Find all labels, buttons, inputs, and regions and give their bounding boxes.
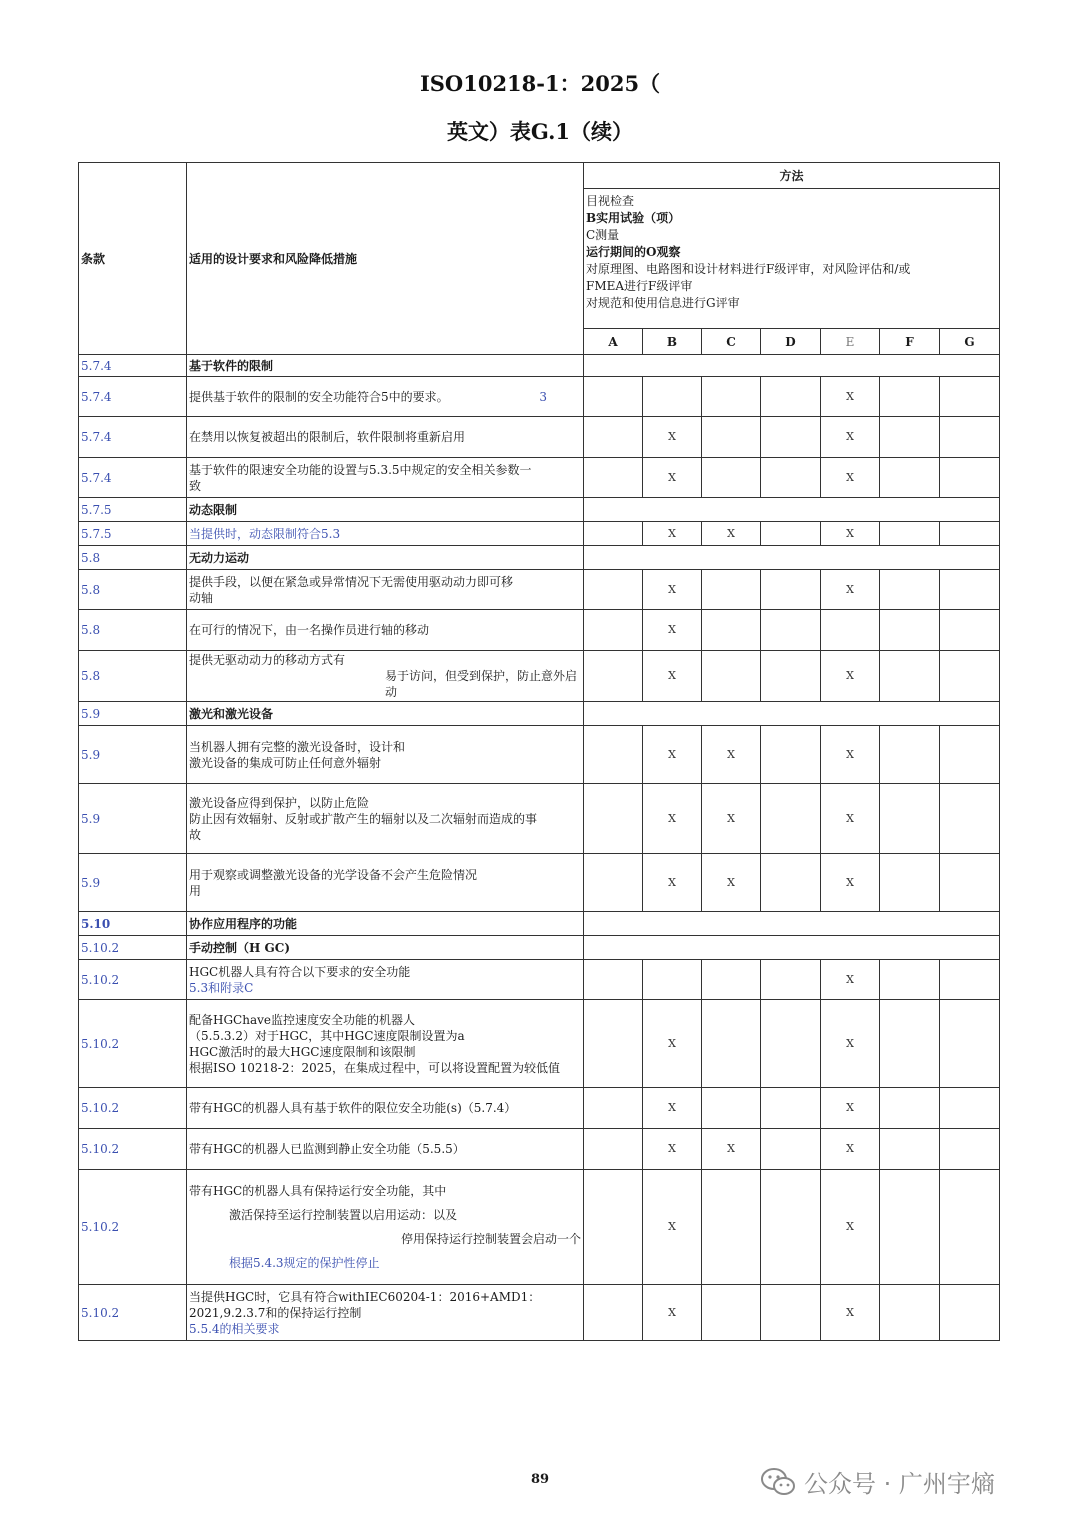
requirement-cell	[187, 522, 584, 546]
method-mark-e: X	[821, 458, 880, 498]
table-row	[79, 1088, 1000, 1129]
header-clause: 条款	[79, 163, 187, 355]
method-mark-e	[821, 610, 880, 651]
method-mark-e: X	[821, 1285, 880, 1341]
section-title: 动态限制	[187, 498, 584, 522]
method-mark-b: X	[643, 1129, 702, 1170]
method-letter: E	[821, 329, 880, 355]
method-letter: A	[584, 329, 643, 355]
clause-cell: 5.10.2	[79, 1285, 187, 1341]
method-mark-g	[940, 458, 1000, 498]
requirement-line: 5.5.4的相关要求	[189, 1321, 280, 1336]
section-title: 基于软件的限制	[187, 355, 584, 377]
method-mark-a	[584, 960, 643, 1000]
method-line: 运行期间的O观察	[586, 245, 681, 259]
method-mark-b: X	[643, 610, 702, 651]
requirement-line: 故	[189, 827, 202, 842]
method-mark-a	[584, 377, 643, 417]
requirement-text: 提供基于软件的限制的安全功能符合5中的要求。	[189, 389, 449, 404]
method-mark-g	[940, 417, 1000, 458]
requirement-cell	[187, 458, 584, 498]
method-mark-a	[584, 854, 643, 912]
method-line: B实用试验（项）	[586, 211, 681, 225]
method-mark-f	[880, 1000, 940, 1088]
requirement-line: 致	[189, 478, 202, 493]
method-mark-e: X	[821, 377, 880, 417]
section-empty-cell	[584, 936, 1000, 960]
watermark	[760, 1464, 995, 1499]
table-row	[79, 417, 1000, 458]
requirement-line: 提供手段，以便在紧急或异常情况下无需使用驱动动力即可移	[189, 574, 514, 589]
table-row	[79, 784, 1000, 854]
method-mark-b: X	[643, 570, 702, 610]
table-row	[79, 1000, 1000, 1088]
section-title: 协作应用程序的功能	[187, 912, 584, 936]
clause-cell: 5.9	[79, 854, 187, 912]
method-mark-d	[761, 1285, 821, 1341]
document-title-line2: 英文）表G.1（续）	[446, 119, 634, 144]
requirement-cell	[187, 1129, 584, 1170]
method-mark-c	[702, 417, 761, 458]
requirement-cell	[187, 570, 584, 610]
clause-cell: 5.7.4	[79, 417, 187, 458]
requirement-line: 激活保持至运行控制装置以启用运动：以及	[229, 1208, 458, 1222]
table-row	[79, 854, 1000, 912]
method-mark-c	[702, 1285, 761, 1341]
method-mark-f	[880, 726, 940, 784]
requirement-line: 动轴	[189, 590, 214, 605]
requirement-line: 在可行的情况下，由一名操作员进行轴的移动	[189, 623, 430, 637]
method-mark-c	[702, 960, 761, 1000]
method-mark-d	[761, 570, 821, 610]
requirement-line: 根据ISO 10218-2：2025，在集成过程中，可以将设置配置为较低值	[189, 1060, 561, 1075]
clause-cell: 5.8	[79, 570, 187, 610]
method-mark-e: X	[821, 1170, 880, 1285]
requirement-line: 在禁用以恢复被超出的限制后，软件限制将重新启用	[189, 430, 466, 444]
requirement-cell	[187, 726, 584, 784]
requirement-line: 当提供HGC时，它具有符合withIEC60204-1：2016+AMD1：	[189, 1289, 541, 1304]
document-title-line1: ISO10218-1：2025（	[419, 71, 661, 96]
method-mark-d	[761, 522, 821, 546]
method-mark-c	[702, 651, 761, 702]
method-mark-a	[584, 417, 643, 458]
method-mark-e: X	[821, 1129, 880, 1170]
method-mark-g	[940, 610, 1000, 651]
method-mark-d	[761, 610, 821, 651]
method-mark-d	[761, 651, 821, 702]
method-mark-a	[584, 726, 643, 784]
method-mark-d	[761, 854, 821, 912]
method-mark-f	[880, 377, 940, 417]
requirement-line: 2021,9.2.3.7和的保持运行控制	[189, 1305, 362, 1320]
requirement-cell	[187, 960, 584, 1000]
requirement-line: 激光设备的集成可防止任何意外辐射	[189, 755, 382, 770]
method-mark-g	[940, 1129, 1000, 1170]
method-mark-a	[584, 1170, 643, 1285]
method-mark-g	[940, 651, 1000, 702]
section-row	[79, 498, 1000, 522]
method-mark-d	[761, 960, 821, 1000]
requirement-line: 用于观察或调整激光设备的光学设备不会产生危险情况	[189, 867, 478, 882]
method-mark-a	[584, 1088, 643, 1129]
section-empty-cell	[584, 912, 1000, 936]
requirement-line: HGC激活时的最大HGC速度限制和该限制	[189, 1044, 416, 1059]
wechat-icon	[760, 1467, 796, 1497]
table-row	[79, 1170, 1000, 1285]
method-mark-f	[880, 570, 940, 610]
requirement-line: （5.5.3.2）对于HGC，其中HGC速度限制设置为a	[189, 1028, 465, 1043]
method-mark-a	[584, 1129, 643, 1170]
method-mark-b: X	[643, 1088, 702, 1129]
clause-cell: 5.10.2	[79, 936, 187, 960]
method-mark-c: X	[702, 784, 761, 854]
requirement-line: 带有HGC的机器人具有保持运行安全功能，其中	[189, 1184, 447, 1198]
page-number: 89	[530, 1472, 550, 1487]
requirement-line: 当机器人拥有完整的激光设备时，设计和	[189, 739, 406, 754]
method-mark-c	[702, 570, 761, 610]
method-mark-d	[761, 377, 821, 417]
method-mark-c: X	[702, 854, 761, 912]
method-mark-f	[880, 854, 940, 912]
method-mark-g	[940, 1285, 1000, 1341]
method-letter: C	[702, 329, 761, 355]
method-mark-c: X	[702, 1129, 761, 1170]
table-row	[79, 1285, 1000, 1341]
method-mark-f	[880, 417, 940, 458]
requirement-line: 基于软件的限速安全功能的设置与5.3.5中规定的安全相关参数一	[189, 462, 532, 477]
requirement-cell	[187, 854, 584, 912]
requirement-cell	[187, 1285, 584, 1341]
table-row	[79, 458, 1000, 498]
method-mark-f	[880, 610, 940, 651]
method-mark-c	[702, 1088, 761, 1129]
requirement-line: 用	[189, 883, 202, 898]
requirement-cell	[187, 1170, 584, 1285]
requirement-line: 易于访问，但受到保护，防止意外启动	[385, 669, 578, 699]
clause-cell: 5.10.2	[79, 960, 187, 1000]
method-mark-e: X	[821, 854, 880, 912]
method-mark-e: X	[821, 417, 880, 458]
section-row	[79, 702, 1000, 726]
requirement-line: HGC机器人具有符合以下要求的安全功能	[189, 964, 411, 979]
watermark-text: 公众号 · 广州宇熵	[804, 1470, 995, 1498]
table-row	[79, 726, 1000, 784]
clause-cell: 5.8	[79, 610, 187, 651]
requirement-cell	[187, 784, 584, 854]
requirement-line: 停用保持运行控制装置会启动一个	[400, 1232, 581, 1246]
requirement-line	[189, 389, 581, 405]
method-mark-b: X	[643, 854, 702, 912]
clause-cell: 5.9	[79, 702, 187, 726]
method-mark-e: X	[821, 1088, 880, 1129]
method-line: FMEA进行F级评审	[586, 279, 693, 293]
clause-cell: 5.8	[79, 546, 187, 570]
method-mark-e: X	[821, 570, 880, 610]
clause-cell: 5.7.4	[79, 377, 187, 417]
method-mark-g	[940, 784, 1000, 854]
section-title: 手动控制（H GC)	[187, 936, 584, 960]
method-line: 对原理图、电路图和设计材料进行F级评审，对风险评估和/或	[586, 262, 911, 276]
method-line: 目视检查	[586, 194, 635, 208]
method-mark-g	[940, 1000, 1000, 1088]
clause-cell: 5.10.2	[79, 1088, 187, 1129]
clause-cell: 5.10.2	[79, 1129, 187, 1170]
method-mark-d	[761, 784, 821, 854]
method-mark-b	[643, 960, 702, 1000]
header-method: 方法	[584, 163, 1000, 189]
method-mark-b: X	[643, 1000, 702, 1088]
section-empty-cell	[584, 702, 1000, 726]
section-row	[79, 546, 1000, 570]
method-mark-f	[880, 522, 940, 546]
requirement-ref: 3	[539, 389, 547, 404]
table-body	[79, 355, 1000, 1341]
method-mark-a	[584, 522, 643, 546]
method-mark-a	[584, 610, 643, 651]
method-mark-d	[761, 1000, 821, 1088]
method-mark-f	[880, 1170, 940, 1285]
method-mark-f	[880, 784, 940, 854]
method-mark-e: X	[821, 651, 880, 702]
method-mark-g	[940, 522, 1000, 546]
requirement-line: 带有HGC的机器人具有基于软件的限位安全功能(s)（5.7.4）	[189, 1101, 517, 1115]
method-mark-g	[940, 726, 1000, 784]
table-row	[79, 377, 1000, 417]
requirement-cell	[187, 1000, 584, 1088]
method-mark-a	[584, 1000, 643, 1088]
method-mark-d	[761, 1129, 821, 1170]
method-mark-f	[880, 1088, 940, 1129]
table-row	[79, 651, 1000, 702]
requirement-cell	[187, 651, 584, 702]
header-requirements: 适用的设计要求和风险降低措施	[187, 163, 584, 355]
requirement-line: 当提供时，动态限制符合5.3	[189, 526, 341, 541]
requirement-line: 根据5.4.3规定的保护性停止	[229, 1256, 380, 1270]
method-mark-b: X	[643, 784, 702, 854]
method-letter: B	[643, 329, 702, 355]
method-mark-f	[880, 458, 940, 498]
section-title: 激光和激光设备	[187, 702, 584, 726]
section-row	[79, 936, 1000, 960]
table-row	[79, 570, 1000, 610]
method-mark-e: X	[821, 726, 880, 784]
method-mark-g	[940, 1170, 1000, 1285]
method-mark-b: X	[643, 1170, 702, 1285]
method-mark-c	[702, 1170, 761, 1285]
method-mark-c	[702, 458, 761, 498]
section-row	[79, 912, 1000, 936]
method-line: C测量	[586, 228, 620, 242]
clause-cell: 5.7.5	[79, 498, 187, 522]
requirement-line: 提供无驱动动力的移动方式有	[189, 653, 346, 667]
requirement-line: 防止因有效辐射、反射或扩散产生的辐射以及二次辐射而造成的事	[189, 811, 538, 826]
method-mark-d	[761, 417, 821, 458]
method-mark-b: X	[643, 522, 702, 546]
method-mark-b	[643, 377, 702, 417]
method-mark-d	[761, 1088, 821, 1129]
method-mark-f	[880, 1285, 940, 1341]
section-empty-cell	[584, 355, 1000, 377]
requirement-line: 带有HGC的机器人已监测到静止安全功能（5.5.5）	[189, 1142, 465, 1156]
method-mark-f	[880, 651, 940, 702]
method-mark-c	[702, 1000, 761, 1088]
section-empty-cell	[584, 498, 1000, 522]
method-mark-e: X	[821, 1000, 880, 1088]
method-mark-b: X	[643, 651, 702, 702]
clause-cell: 5.9	[79, 784, 187, 854]
section-row	[79, 355, 1000, 377]
method-mark-f	[880, 960, 940, 1000]
clause-cell: 5.10.2	[79, 1170, 187, 1285]
method-mark-g	[940, 377, 1000, 417]
method-mark-d	[761, 1170, 821, 1285]
method-mark-b: X	[643, 1285, 702, 1341]
clause-cell: 5.10	[79, 912, 187, 936]
section-title: 无动力运动	[187, 546, 584, 570]
method-mark-a	[584, 458, 643, 498]
method-mark-f	[880, 1129, 940, 1170]
section-empty-cell	[584, 546, 1000, 570]
clause-cell: 5.7.4	[79, 355, 187, 377]
requirement-line: 激光设备应得到保护，以防止危险	[189, 795, 370, 810]
method-mark-b: X	[643, 726, 702, 784]
requirement-line: 5.3和附录C	[189, 980, 254, 995]
requirement-cell	[187, 610, 584, 651]
method-mark-g	[940, 960, 1000, 1000]
method-mark-c: X	[702, 726, 761, 784]
method-mark-d	[761, 458, 821, 498]
method-letter: D	[761, 329, 821, 355]
clause-cell: 5.7.5	[79, 522, 187, 546]
table-row	[79, 610, 1000, 651]
method-mark-b: X	[643, 417, 702, 458]
requirement-cell	[187, 1088, 584, 1129]
method-mark-b: X	[643, 458, 702, 498]
method-mark-e: X	[821, 960, 880, 1000]
requirement-cell	[187, 377, 584, 417]
method-mark-g	[940, 570, 1000, 610]
method-mark-a	[584, 570, 643, 610]
clause-cell: 5.8	[79, 651, 187, 702]
method-mark-g	[940, 1088, 1000, 1129]
requirement-line: 配备HGChave监控速度安全功能的机器人	[189, 1012, 415, 1027]
method-mark-a	[584, 651, 643, 702]
method-letter: G	[940, 329, 1000, 355]
method-mark-c	[702, 377, 761, 417]
method-mark-c	[702, 610, 761, 651]
requirements-table	[78, 162, 1000, 1341]
clause-cell: 5.9	[79, 726, 187, 784]
method-mark-a	[584, 784, 643, 854]
table-row	[79, 1129, 1000, 1170]
clause-cell: 5.10.2	[79, 1000, 187, 1088]
method-mark-d	[761, 726, 821, 784]
table-row	[79, 522, 1000, 546]
method-mark-c: X	[702, 522, 761, 546]
method-mark-e: X	[821, 522, 880, 546]
method-letter: F	[880, 329, 940, 355]
method-mark-a	[584, 1285, 643, 1341]
method-line: 对规范和使用信息进行G评审	[586, 296, 740, 310]
table-row	[79, 960, 1000, 1000]
clause-cell: 5.7.4	[79, 458, 187, 498]
method-legend	[584, 189, 1000, 329]
method-mark-e: X	[821, 784, 880, 854]
requirement-cell	[187, 417, 584, 458]
method-mark-g	[940, 854, 1000, 912]
